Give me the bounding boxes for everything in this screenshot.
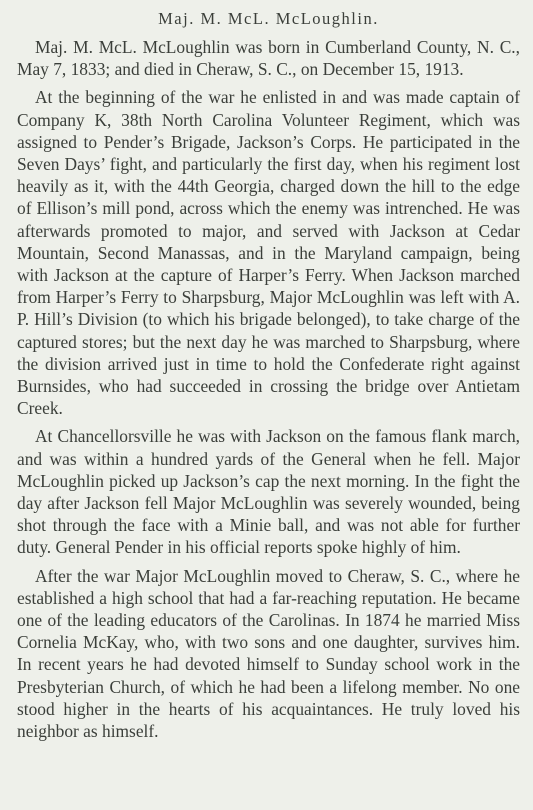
paragraph-after-war: After the war Major McLoughlin moved to Cheraw, S. C., where he established a high school that had a far-reaching reputation. He became one of the leading educators of the Carolinas. In 1874 he married Miss Cornelia McKay, who, with two sons and one daughter, survives him. In recent years he had devoted himself to Sunday school work in the Presbyterian Church, of which he had been a lifelong member. No one stood higher in the hearts of his acquaintances. He truly loved his neighbor as himself. [17, 565, 520, 742]
article-title: Maj. M. McL. McLoughlin. [158, 9, 379, 28]
paragraph-birth-death: Maj. M. McL. McLoughlin was born in Cumberland County, N. C., May 7, 1833; and died in Cheraw, S. C., on December 15, 1913. [17, 37, 520, 80]
paragraph-chancellorsville: At Chancellorsville he was with Jackson on the famous flank march, and was within a hundred yards of the General when he fell. Major McLoughlin picked up Jackson’s cap the next morning. In the fight the day after Jackson fell Major McLoughlin was severely wounded, being shot through the face with a Minie ball, and was not able for further duty. General Pender in his official reports spoke highly of him. [17, 426, 520, 558]
paragraph-war-service: At the beginning of the war he enlisted in and was made captain of Company K, 38th North Carolina Volunteer Regiment, which was assigned to Pender’s Brigade, Jackson’s Corps. He participated in the Seven Days’ fight, and particularly the first day, when his regiment lost heavily as it, with the 44th Georgia, charged down the hill to the edge of Ellison’s mill pond, across which the enemy was intrenched. He was afterwards promoted to major, and served with Jackson at Cedar Mountain, Second Manassas, and in the Maryland campaign, being with Jackson at the capture of Harper’s Ferry. When Jackson marched from Harper’s Ferry to Sharpsburg, Major McLoughlin was left with A. P. Hill’s Division (to which his brigade belonged), to take charge of the captured stores; but the next day he was marched to Sharpsburg, where the division arrived just in time to hold the Confederate right against Burnsides, who had succeeded in crossing the bridge over Antietam Creek. [17, 87, 520, 419]
